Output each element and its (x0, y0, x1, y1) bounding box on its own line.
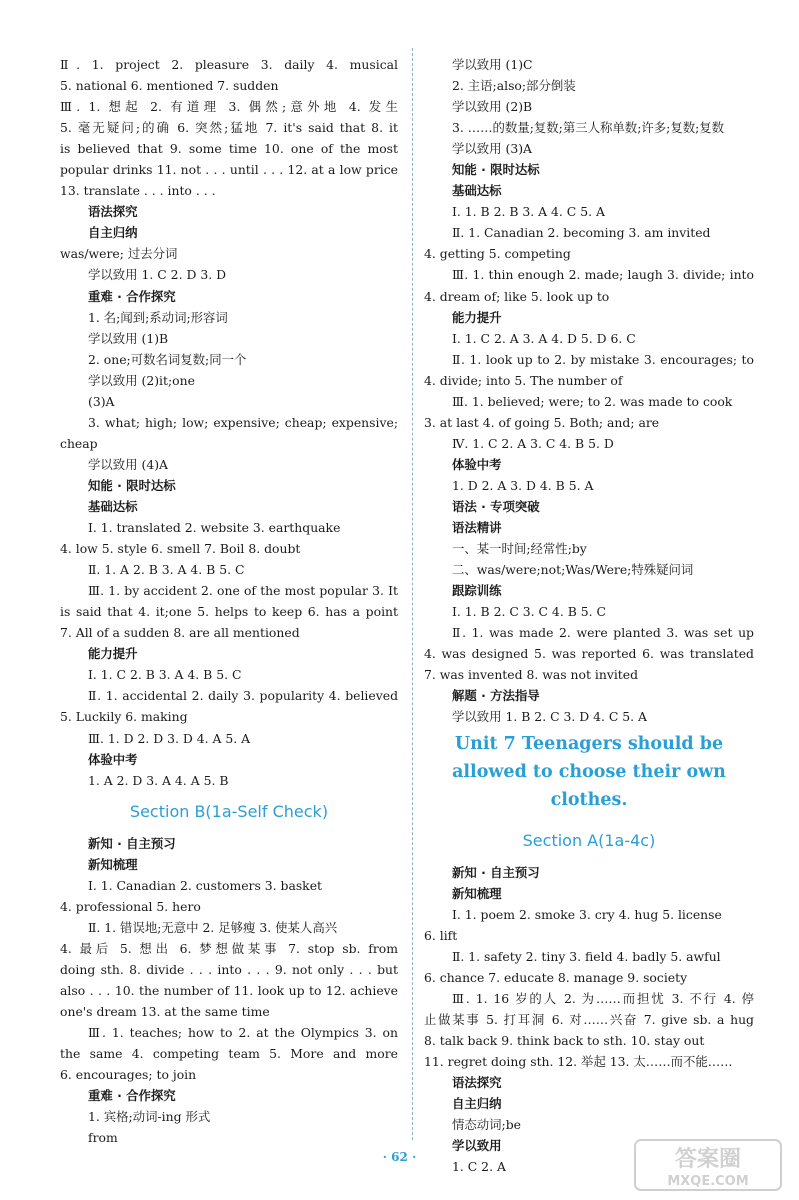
answer-line: 13. translate . . . into . . . (60, 183, 216, 199)
answer-line: Ⅱ. 1. A 2. B 3. A 4. B 5. C (88, 562, 245, 578)
answer-line: 4. dream of; like 5. look up to (424, 288, 610, 304)
answer-line: 6. lift (424, 927, 458, 943)
answer-line: Ⅲ. 1. by accident 2. one of the most popular 3. It (88, 583, 398, 599)
answer-line: 5. Luckily 6. making (60, 709, 188, 725)
answer-line: 二、was/were;not;Was/Were;特殊疑问词 (452, 562, 694, 578)
subsection-heading: 新知梳理 (452, 885, 502, 901)
answer-line: Ⅲ. 1. D 2. D 3. D 4. A 5. A (88, 730, 251, 746)
answer-line: 1. A 2. D 3. A 4. A 5. B (88, 772, 229, 788)
right-column (424, 54, 754, 1177)
answer-line: 情态动词;be (452, 1117, 522, 1133)
section-heading: 解题 · 方法指导 (452, 688, 540, 704)
subsection-heading: 自主归纳 (88, 225, 138, 241)
answer-line: 4. getting 5. competing (424, 246, 571, 262)
answer-line: one's dream 13. at the same time (60, 1004, 270, 1020)
answer-line: was/were; 过去分词 (60, 246, 178, 262)
answer-line: 5. 毫无疑问;的确 6. 突然;猛地 7. it's said that 8. it (60, 120, 398, 136)
answer-line: 止做某事 5. 打耳洞 6. 对……兴奋 7. give sb. a hug (424, 1011, 754, 1027)
answer-line: Ⅰ. 1. translated 2. website 3. earthquake (88, 520, 341, 536)
answer-line: Ⅰ. 1. C 2. A 3. A 4. D 5. D 6. C (452, 330, 636, 346)
answer-line: is said that 4. it;one 5. helps to keep 6. has a point (60, 604, 398, 620)
answer-line: 3. what; high; low; expensive; cheap; expensive; (88, 414, 398, 430)
answer-line: Ⅲ. 1. believed; were; to 2. was made to cook (452, 393, 733, 409)
answer-line: 学以致用 (1)B (88, 330, 169, 346)
answer-line: doing sth. 8. divide . . . into . . . 9. not only . . . but (60, 961, 398, 977)
answer-line: Ⅰ. 1. B 2. B 3. A 4. C 5. A (452, 204, 605, 220)
answer-line: 1. D 2. A 3. D 4. B 5. A (452, 477, 594, 493)
answer-line: 2. one;可数名词复数;同一个 (88, 351, 247, 367)
answer-line: Ⅲ. 1. thin enough 2. made; laugh 3. divide; into (452, 267, 754, 283)
section-heading: 语法探究 (452, 1074, 502, 1090)
answer-line: 6. chance 7. educate 8. manage 9. society (424, 969, 688, 985)
answer-line: Ⅰ. 1. C 2. B 3. A 4. B 5. C (88, 667, 242, 683)
section-heading: 重难 · 合作探究 (88, 1088, 176, 1104)
watermark-logo (633, 1138, 783, 1192)
page-number: · 62 · (382, 1150, 417, 1164)
subsection-heading: 语法精讲 (452, 520, 502, 536)
subsection-heading: 自主归纳 (452, 1096, 502, 1112)
answer-line: Ⅰ. 1. Canadian 2. customers 3. basket (88, 877, 323, 893)
subsection-heading: 能力提升 (88, 646, 138, 662)
watermark-text: 答案圈 (674, 1147, 742, 1172)
left-column (60, 54, 398, 1148)
answer-line: 1. 名;闻到;系动词;形容词 (88, 309, 228, 325)
section-heading: 语法探究 (88, 204, 138, 220)
answer-line: 8. talk back 9. think back to sth. 10. stay out (424, 1032, 705, 1048)
section-heading: 新知 · 自主预习 (452, 864, 540, 880)
answer-line: the same 4. competing team 5. More and more (60, 1046, 398, 1062)
subsection-heading: 基础达标 (88, 498, 138, 514)
answer-line: Ⅲ. 1. teaches; how to 2. at the Olympics 3. on (88, 1025, 398, 1041)
answer-line: cheap (60, 435, 98, 451)
answer-line: 4. was designed 5. was reported 6. was translated (424, 646, 754, 662)
answer-line: Ⅱ. 1. safety 2. tiny 3. field 4. badly 5. awful (452, 948, 721, 964)
answer-line: Ⅱ. 1. was made 2. were planted 3. was set up (452, 625, 754, 641)
answer-line: 4. professional 5. hero (60, 898, 201, 914)
section-title: Section A(1a-4c) (522, 830, 656, 850)
answer-line: from (88, 1130, 118, 1146)
section-heading: 知能 · 限时达标 (88, 477, 176, 493)
answer-line: 4. low 5. style 6. smell 7. Boil 8. doubt (60, 541, 301, 557)
answer-line: 2. 主语;also;部分倒装 (452, 78, 576, 94)
answer-line: Ⅳ. 1. C 2. A 3. C 4. B 5. D (452, 435, 614, 451)
answer-line: 一、某一时间;经常性;by (452, 541, 587, 557)
watermark-url: MXQE.COM (667, 1174, 749, 1189)
answer-line: 3. ……的数量;复数;第三人称单数;许多;复数;复数 (452, 120, 725, 136)
unit-title-line: Unit 7 Teenagers should be (454, 733, 724, 754)
answer-line: 11. regret doing sth. 12. 举起 13. 太……而不能…… (424, 1053, 733, 1069)
answer-line: 学以致用 1. B 2. C 3. D 4. C 5. A (452, 709, 648, 725)
subsection-heading: 能力提升 (452, 309, 502, 325)
answer-line: is believed that 9. some time 10. one of the most (60, 141, 398, 157)
section-heading: 新知 · 自主预习 (88, 835, 176, 851)
answer-line: 3. at last 4. of going 5. Both; and; are (424, 414, 660, 430)
answer-line: Ⅱ. 1. project 2. pleasure 3. daily 4. musical (60, 57, 398, 72)
subsection-heading: 体验中考 (452, 456, 502, 472)
answer-line: 6. encourages; to join (60, 1067, 197, 1083)
unit-title-line: allowed to choose their own clothes. (452, 761, 726, 810)
answer-line: Ⅱ. 1. Canadian 2. becoming 3. am invited (452, 225, 711, 241)
section-title: Section B(1a-Self Check) (129, 801, 329, 821)
answer-line: Ⅲ. 1. 16 岁的人 2. 为……而担忧 3. 不行 4. 停 (452, 990, 754, 1006)
answer-line: Ⅱ. 1. accidental 2. daily 3. popularity 4. believed (88, 688, 398, 704)
answer-line: popular drinks 11. not . . . until . . . 12. at a low price (60, 162, 398, 178)
unit-title (424, 728, 754, 820)
section-heading: 重难 · 合作探究 (88, 288, 176, 304)
subsection-heading: 基础达标 (452, 183, 502, 199)
answer-line: 7. All of a sudden 8. are all mentioned (60, 625, 300, 641)
subsection-heading: 体验中考 (88, 751, 138, 767)
answer-line: (3)A (88, 393, 115, 409)
answer-line: 学以致用 (4)A (88, 456, 169, 472)
answer-line: 1. C 2. A (452, 1159, 506, 1175)
answer-line: 学以致用 (1)C (452, 57, 533, 72)
answer-line: 4. 最后 5. 想出 6. 梦想做某事 7. stop sb. from (60, 940, 398, 956)
answer-line: 学以致用 (3)A (452, 141, 533, 157)
subsection-heading: 跟踪训练 (452, 583, 502, 599)
answer-line: Ⅰ. 1. poem 2. smoke 3. cry 4. hug 5. license (452, 906, 722, 922)
subsection-heading: 新知梳理 (88, 856, 138, 872)
answer-line: Ⅱ. 1. look up to 2. by mistake 3. encourages; to (452, 351, 754, 367)
answer-line: 学以致用 (2)B (452, 99, 533, 115)
answer-line: 4. divide; into 5. The number of (424, 372, 623, 388)
answer-line: Ⅰ. 1. B 2. C 3. C 4. B 5. C (452, 604, 606, 620)
answer-line: Ⅱ. 1. 错误地;无意中 2. 足够瘦 3. 使某人高兴 (88, 919, 338, 935)
subsection-heading: 学以致用 (452, 1138, 502, 1154)
answer-line: 学以致用 (2)it;one (88, 372, 195, 388)
answer-line: Ⅲ. 1. 想起 2. 有道理 3. 偶然;意外地 4. 发生 (60, 99, 398, 115)
answer-line: 5. national 6. mentioned 7. sudden (60, 78, 279, 94)
section-heading: 语法 · 专项突破 (452, 498, 540, 514)
section-heading: 知能 · 限时达标 (452, 162, 540, 178)
answer-line: 1. 宾格;动词-ing 形式 (88, 1109, 211, 1125)
answer-line: also . . . 10. the number of 11. look up to 12. achieve (60, 982, 398, 998)
answer-line: 7. was invented 8. was not invited (424, 667, 639, 683)
answer-line: 学以致用 1. C 2. D 3. D (88, 267, 227, 283)
column-divider (412, 48, 413, 1140)
